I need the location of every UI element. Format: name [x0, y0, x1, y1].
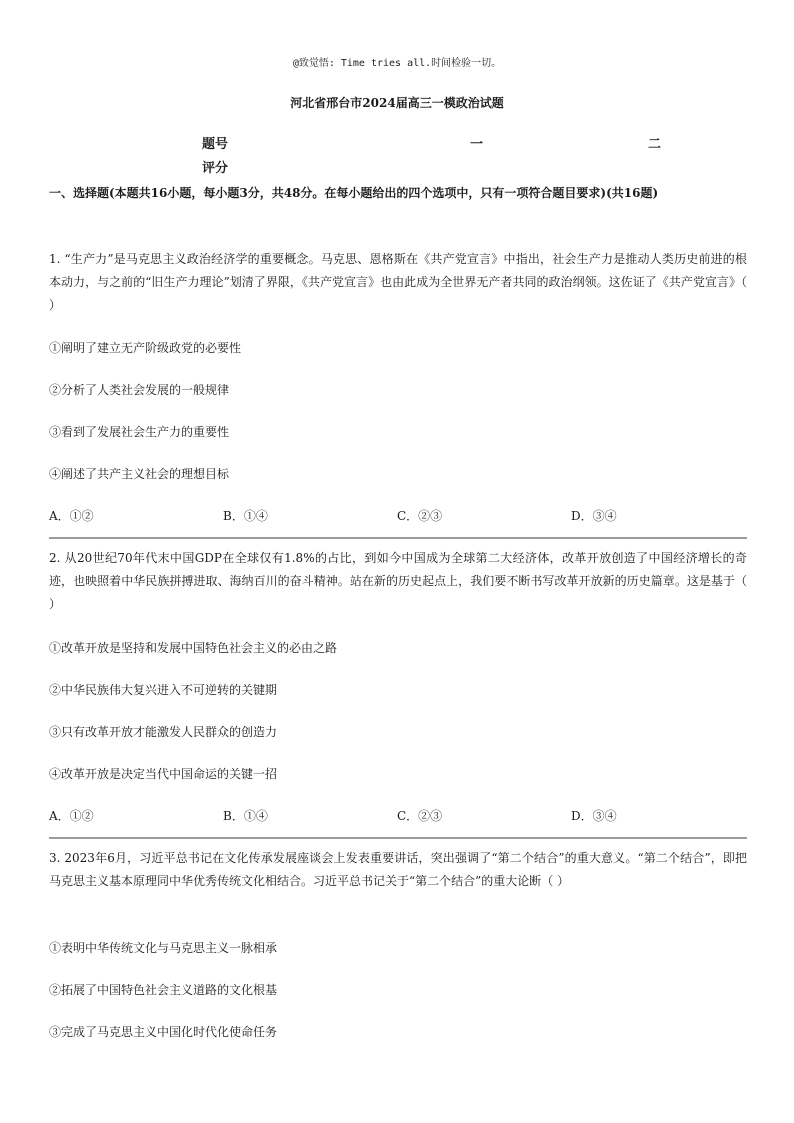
- question-stem: 1. “生产力”是马克思主义政治经济学的重要概念。马克思、恩格斯在《共产党宣言》中指出，社会生产力是推动人类历史前进的根本动力，与之前的“旧生产力理论”划清了界限，《共产党宣言》也由此成为全世界无产者共同的政治纲领。这佐证了《共产党宣言》（ ）: [49, 252, 747, 312]
- option-c[interactable]: C．②③: [397, 809, 443, 823]
- statement-3: ③只有改革开放才能激发人民群众的创造力: [49, 725, 278, 739]
- score-table-header-label: 题号: [202, 137, 229, 152]
- statement-4: ④阐述了共产主义社会的理想目标: [49, 467, 230, 481]
- option-d[interactable]: D．③④: [571, 809, 617, 823]
- question-stem: 3. 2023年6月，习近平总书记在文化传承发展座谈会上发表重要讲话，突出强调了“第二个结合”的重大意义。“第二个结合”，即把马克思主义基本原理同中华优秀传统文化相结合。习近平总书记关于“第二个结合”的重大论断（ ）: [49, 851, 747, 888]
- score-table-header-part-2: 二: [648, 137, 662, 152]
- score-table-header-part-1: 一: [470, 137, 484, 152]
- statement-2: ②分析了人类社会发展的一般规律: [49, 383, 230, 397]
- section-heading: 一、选择题(本题共16小题，每小题3分，共48分。在每小题给出的四个选项中，只有一项符合题目要求)(共16题): [49, 186, 659, 200]
- statement-3: ③看到了发展社会生产力的重要性: [49, 425, 230, 439]
- statement-2: ②中华民族伟大复兴进入不可逆转的关键期: [49, 683, 278, 697]
- statement-3: ③完成了马克思主义中国化时代化使命任务: [49, 1025, 278, 1039]
- question-3: [49, 847, 747, 1039]
- statement-1: ①阐明了建立无产阶级政党的必要性: [49, 341, 242, 355]
- option-a[interactable]: A．①②: [49, 509, 94, 523]
- option-b[interactable]: B．①④: [223, 809, 268, 823]
- header-motto: @致觉悟: Time tries all.时间检验一切。: [292, 58, 502, 69]
- document-title: 河北省邢台市2024届高三一模政治试题: [290, 96, 504, 110]
- question-divider: [49, 837, 747, 839]
- question-stem: 2. 从20世纪70年代末中国GDP在全球仅有1.8%的占比，到如今中国成为全球第二大经济体，改革开放创造了中国经济增长的奇迹，也映照着中华民族拼搏进取、海纳百川的奋斗精神。站在新的历史起点上，我们要不断书写改革开放新的历史篇章。这是基于（ ）: [49, 551, 747, 611]
- statement-1: ①改革开放是坚持和发展中国特色社会主义的必由之路: [49, 641, 338, 655]
- question-1: [49, 248, 747, 523]
- score-table-row-label: 评分: [202, 161, 229, 176]
- statement-1: ①表明中华传统文化与马克思主义一脉相承: [49, 941, 278, 955]
- score-table: [0, 133, 794, 175]
- option-c[interactable]: C．②③: [397, 509, 443, 523]
- option-a[interactable]: A．①②: [49, 809, 94, 823]
- option-b[interactable]: B．①④: [223, 509, 268, 523]
- question-divider: [49, 537, 747, 539]
- option-d[interactable]: D．③④: [571, 509, 617, 523]
- question-2: [49, 547, 747, 823]
- statement-4: ④改革开放是决定当代中国命运的关键一招: [49, 767, 278, 781]
- statement-2: ②拓展了中国特色社会主义道路的文化根基: [49, 983, 278, 997]
